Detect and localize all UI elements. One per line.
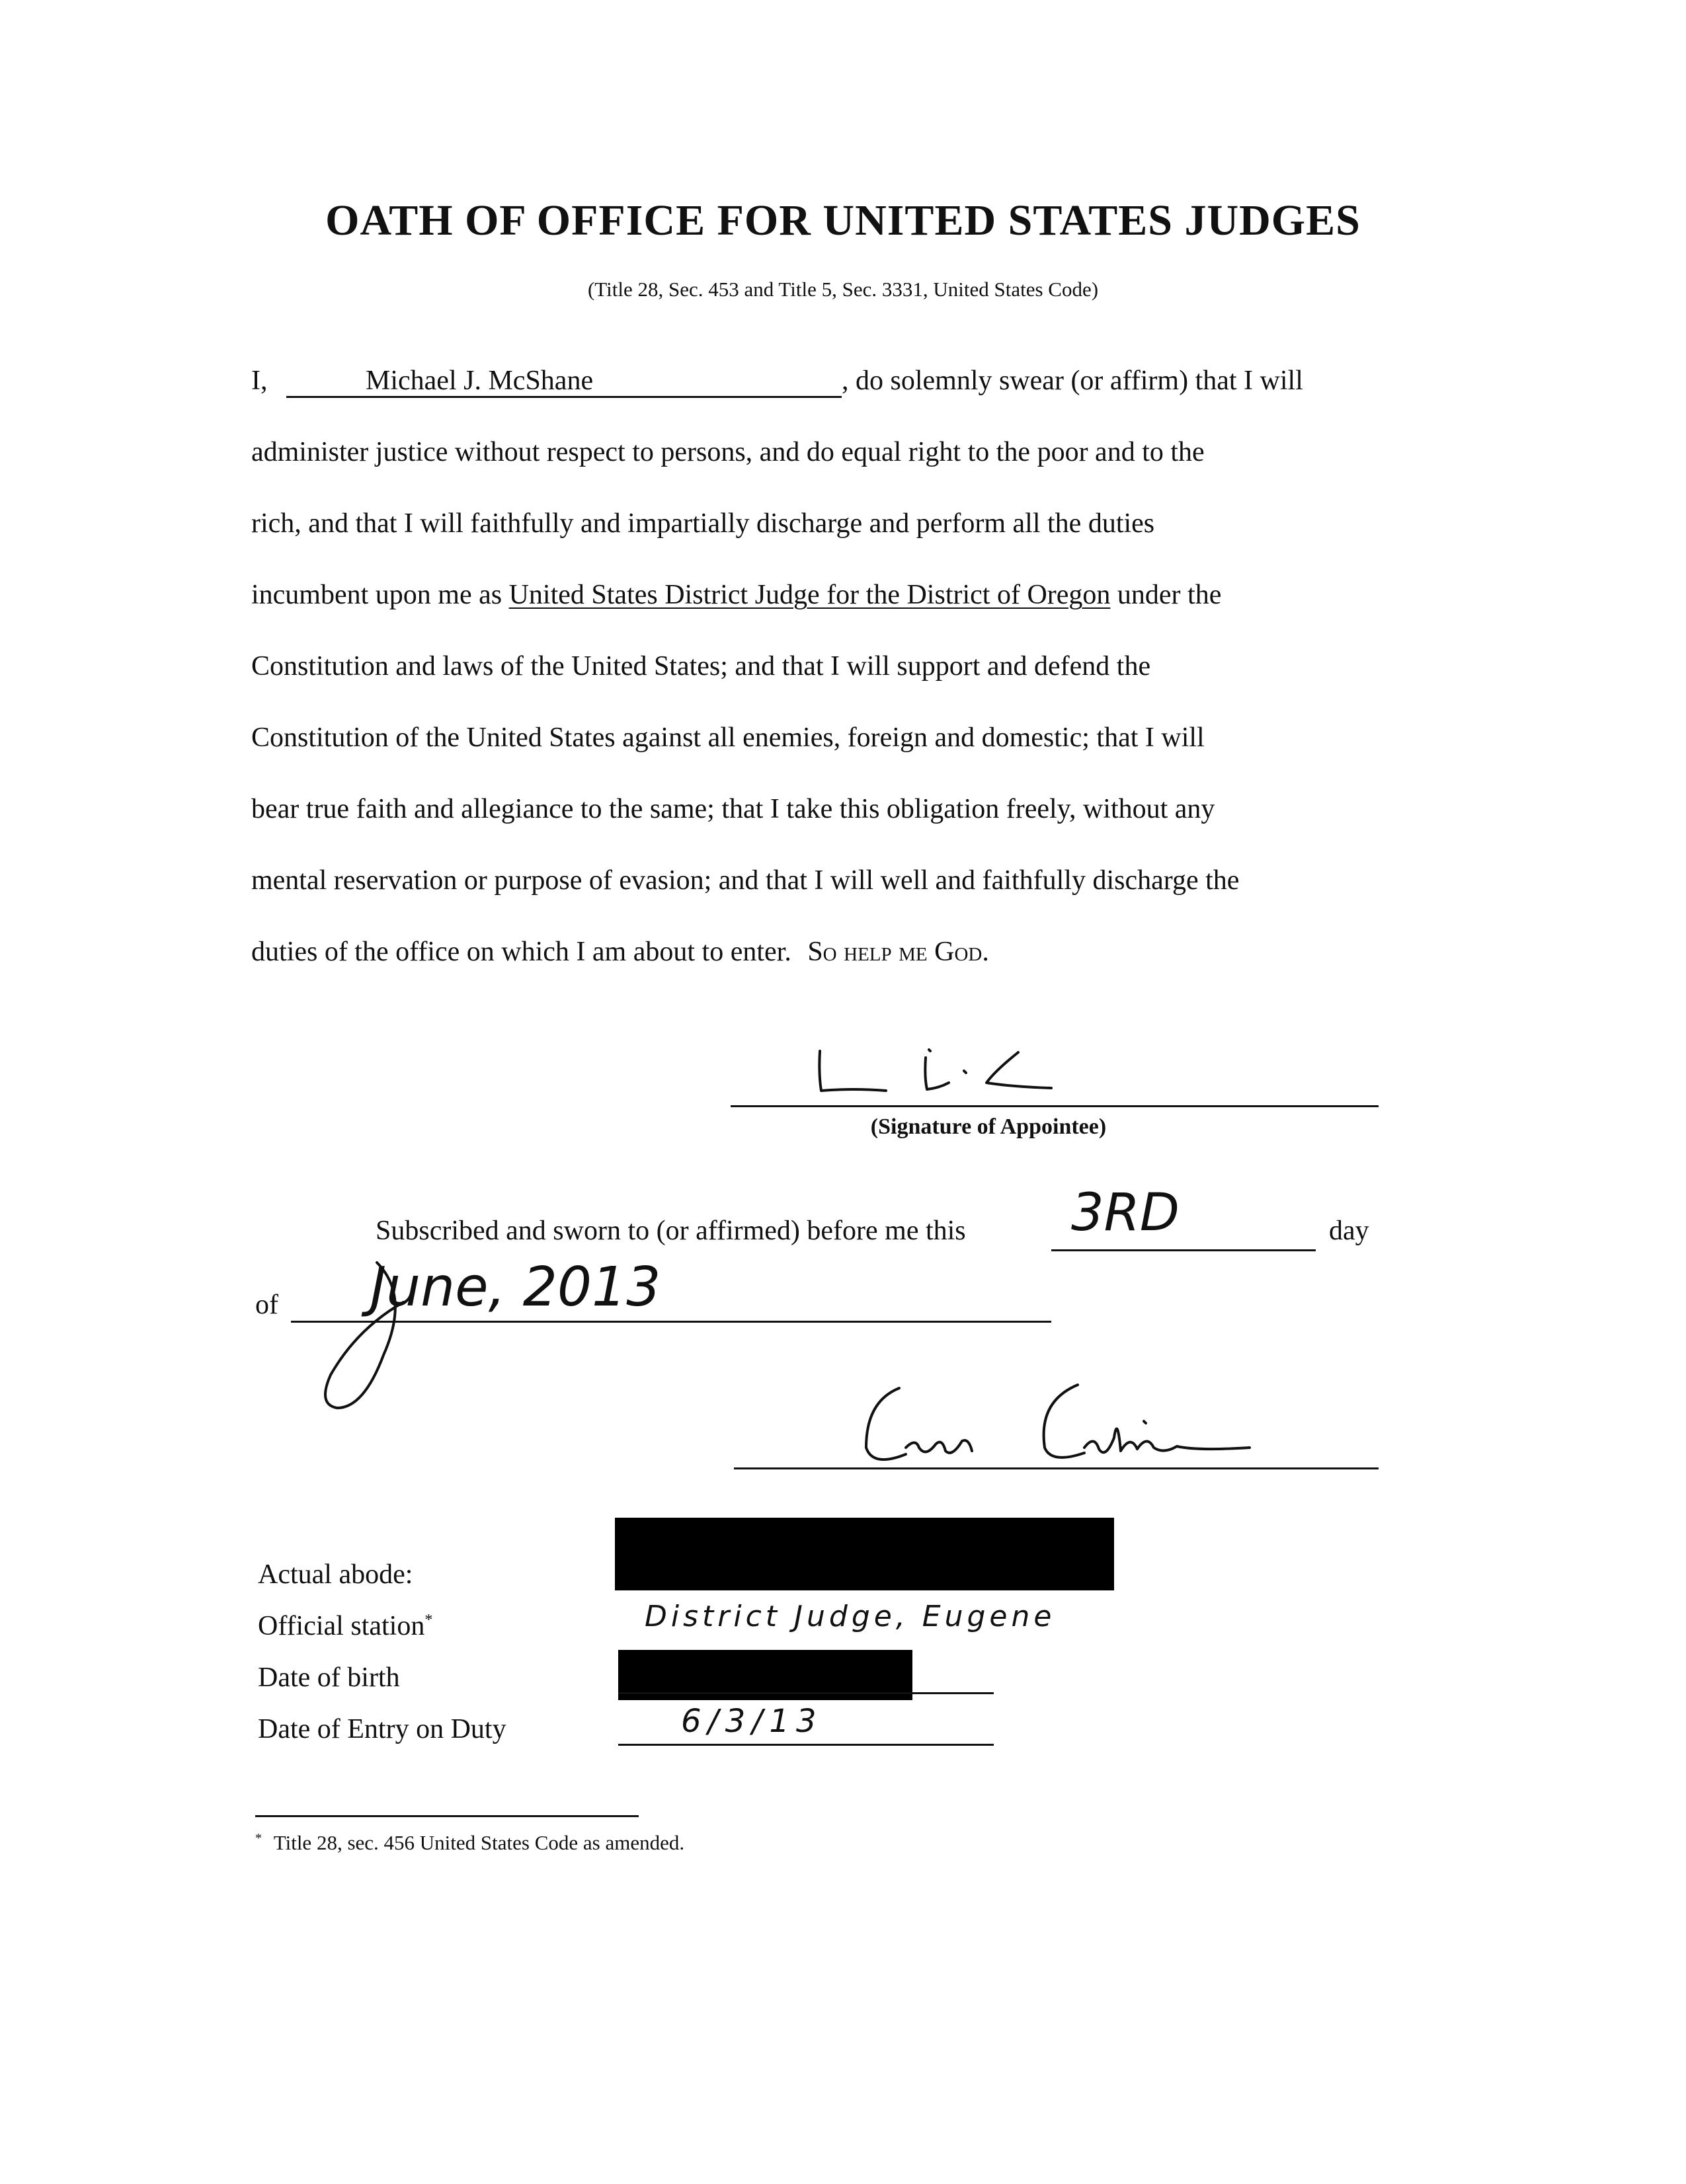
appointee-signature (813, 1044, 1157, 1104)
date-of-birth-label: Date of birth (258, 1662, 400, 1693)
actual-abode-redaction (615, 1518, 1114, 1590)
entry-on-duty-value: 6/3/13 (681, 1703, 823, 1740)
document-title: OATH OF OFFICE FOR UNITED STATES JUDGES (325, 196, 1361, 245)
footnote-text: Title 28, sec. 456 United States Code as amended. (273, 1831, 685, 1855)
footnote-separator (255, 1815, 639, 1817)
month-year-value: June, 2013 (370, 1256, 661, 1319)
oath-line1-suffix: , do solemnly swear (or affirm) that I will (842, 366, 1303, 396)
appointee-name-field (286, 367, 842, 398)
official-station-marker: * (424, 1612, 433, 1629)
official-station-value: District Judge, Eugene (645, 1600, 1056, 1633)
actual-abode-label: Actual abode: (258, 1559, 413, 1590)
oath-line-2: administer justice without respect to persons, and do equal right to the poor and to the (251, 437, 1205, 467)
oath-line-4 (251, 579, 1221, 611)
date-of-birth-line (618, 1692, 994, 1694)
oath-line-8: mental reservation or purpose of evasion; and that I will well and faithfully discharge the (251, 865, 1240, 896)
officer-signature (853, 1375, 1355, 1474)
oath-prefix: I, (251, 366, 268, 396)
oath-line9-prefix: duties of the office on which I am about to enter. (251, 937, 791, 967)
subscription-text: Subscribed and sworn to (or affirmed) before me this (376, 1216, 966, 1246)
official-station-label (258, 1610, 432, 1642)
of-label: of (255, 1290, 278, 1320)
document-subtitle: (Title 28, Sec. 453 and Title 5, Sec. 3331, United States Code) (587, 278, 1099, 301)
appointee-signature-line (731, 1105, 1379, 1107)
day-label: day (1329, 1216, 1369, 1246)
day-value: 3RD (1071, 1183, 1180, 1243)
oath-line-7: bear true faith and allegiance to the same; that I take this obligation freely, without any (251, 794, 1215, 824)
month-flourish (317, 1256, 423, 1428)
oath-line-1 (251, 365, 1303, 398)
oath-line4-prefix: incumbent upon me as (251, 580, 502, 610)
office-title: United States District Judge for the District of Oregon (508, 580, 1111, 610)
oath-line-6: Constitution of the United States against all enemies, foreign and domestic; that I will (251, 722, 1205, 753)
oath-closing: So help me God. (807, 937, 989, 967)
officer-signature-line (734, 1467, 1379, 1469)
day-field-line (1051, 1249, 1316, 1251)
official-station-label-text: Official station (258, 1611, 425, 1641)
oath-line-9 (251, 936, 989, 968)
footnote-marker: * (255, 1831, 262, 1846)
oath-line4-suffix: under the (1117, 580, 1222, 610)
footnote (255, 1831, 684, 1855)
oath-line-3: rich, and that I will faithfully and impartially discharge and perform all the duties (251, 508, 1155, 539)
signature-caption: (Signature of Appointee) (870, 1114, 1107, 1139)
entry-on-duty-line (618, 1744, 994, 1746)
oath-line-5: Constitution and laws of the United States; and that I will support and defend the (251, 651, 1151, 682)
entry-on-duty-label: Date of Entry on Duty (258, 1714, 506, 1744)
appointee-name: Michael J. McShane (366, 366, 594, 396)
